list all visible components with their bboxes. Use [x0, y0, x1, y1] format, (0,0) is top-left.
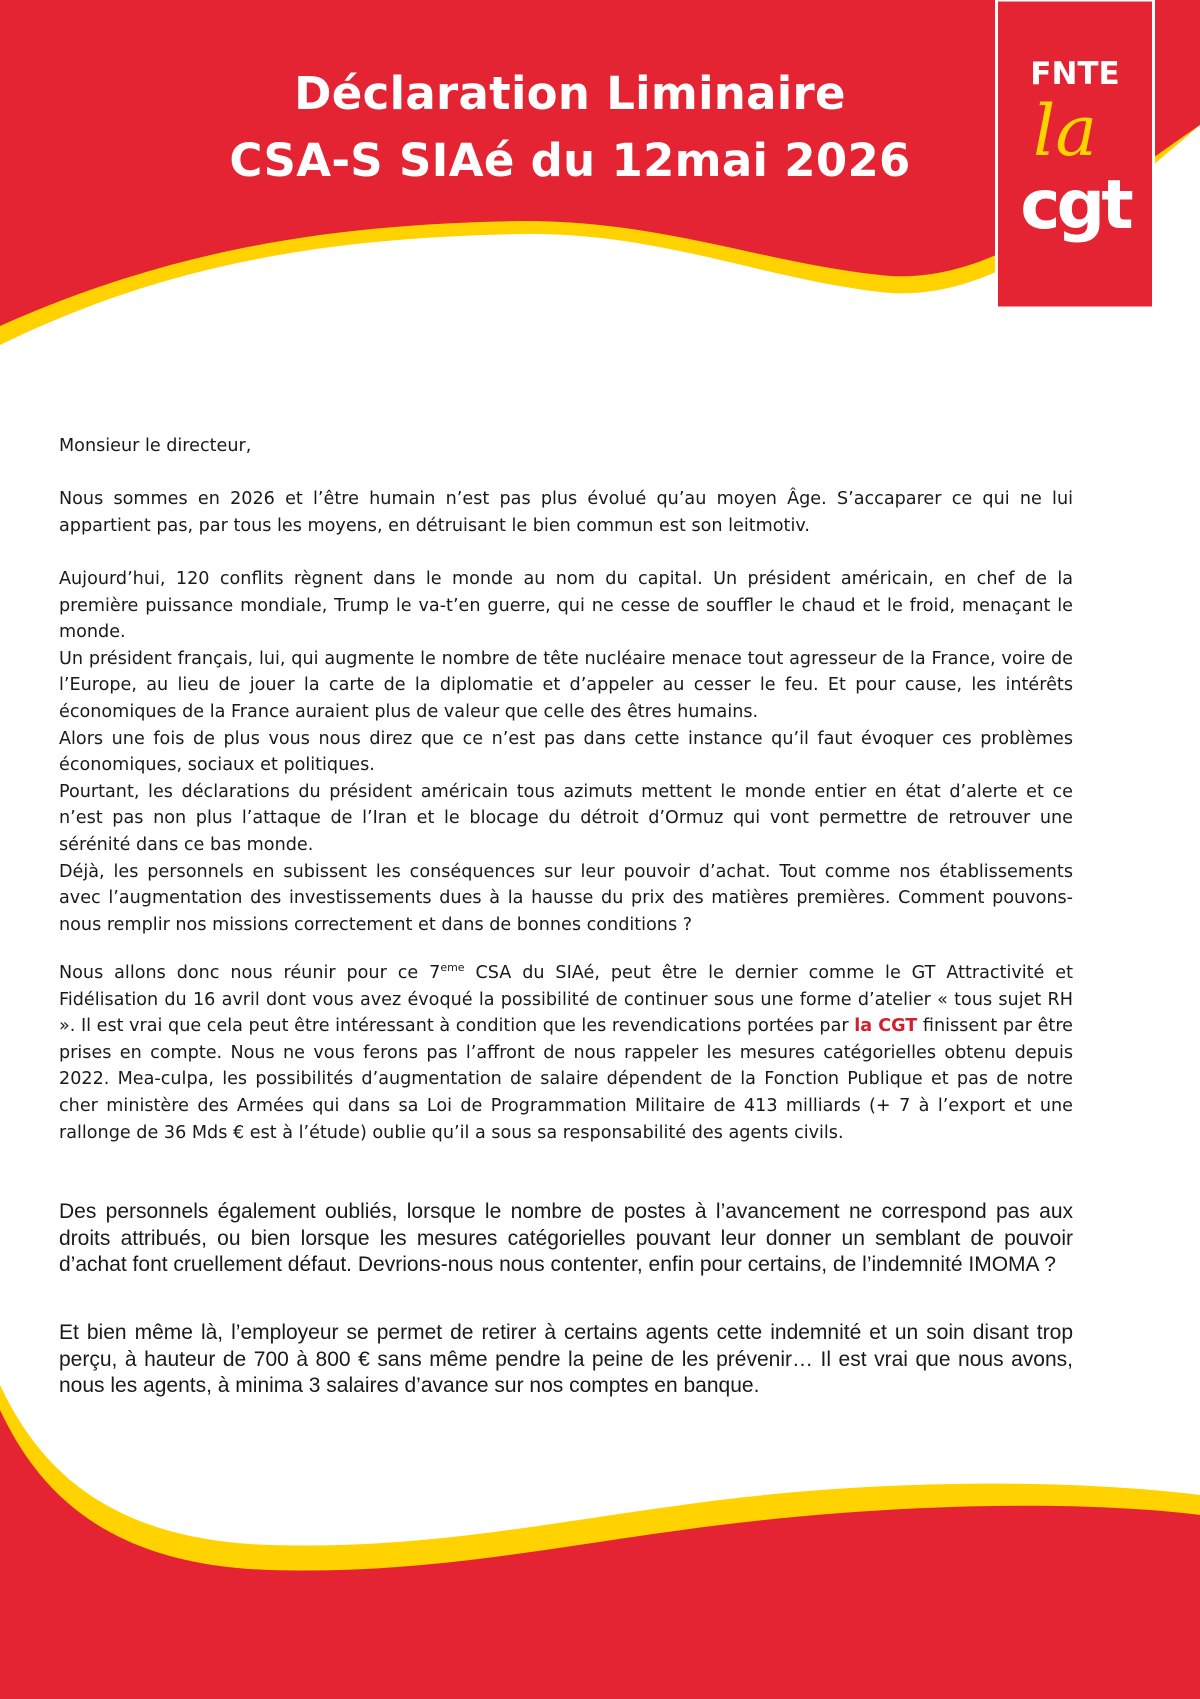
cgt-highlight: la CGT: [854, 1016, 918, 1037]
letter-paragraph-1: Nous sommes en 2026 et l’être humain n’est pas plus évolué qu’au moyen Âge. S’accaparer ce qui ne lui appartient pas, par tous les moyens, en détruisant le bien commun est son leitmotiv.: [59, 489, 1073, 536]
logo-cgt-text: cgt: [1020, 166, 1130, 245]
letter-paragraph-2: Aujourd’hui, 120 conflits règnent dans le monde au nom du capital. Un président américain, en chef de la première puissance mondiale, Trump le va-t’en guerre, qui ne cesse de souffler le chaud et le froid, menaçant le monde.: [59, 569, 1073, 643]
cgt-fnte-logo: [995, 0, 1155, 310]
letter-salutation: Monsieur le directeur,: [59, 436, 252, 456]
letter-paragraph-7: [59, 960, 1073, 1146]
paragraph-7-part-a: Nous allons donc nous réunir pour ce 7: [59, 963, 441, 983]
paragraph-7-part-b: CSA du SIAé, peut être le dernier comme le GT Attractivité et Fidélisation du 16 avril dont vous avez évoqué la possibilité de continuer sous une forme d’atelier « tous sujet RH ». Il est vrai que cela peut être intéressant à condition que les revendications portées par: [59, 963, 1073, 1037]
page-title-line-1: Déclaration Liminaire: [294, 67, 846, 120]
letter-paragraph-8: Des personnels également oubliés, lorsque le nombre de postes à l’avancement ne correspond pas aux droits attribués, ou bien lorsque les mesures catégorielles pouvant leur donner un semblant de pouvoir d’achat font cruellement défaut. Devrions-nous nous contenter, enfin pour certains, de l’indemnité IMOMA ?: [59, 1200, 1073, 1276]
paragraph-7-part-c: finissent par être prises en compte. Nous ne vous ferons pas l’affront de nous rappeler les mesures catégorielles obtenu depuis 2022. Mea-culpa, les possibilités d’augmentation de salaire dépendent de la Fonction Publique et pas de notre cher ministère des Armées qui dans sa Loi de Programmation Militaire de 413 milliards (+ 7 à l’export et une rallonge de 36 Mds € est à l’étude) oublie qu’il a sous sa responsabilité des agents civils.: [59, 1016, 1073, 1143]
page-title-line-2: CSA-S SIAé du 12mai 2026: [229, 134, 911, 187]
letter-paragraph-5: Pourtant, les déclarations du président américain tous azimuts mettent le monde entier en état d’alerte et ce n’est pas non plus l’attaque de l’Iran et le blocage du détroit d’Ormuz qui vont permettre de retrouver une sérénité dans ce bas monde.: [59, 781, 1073, 855]
ordinal-superscript: eme: [440, 961, 465, 975]
letter-paragraph-4: Alors une fois de plus vous nous direz que ce n’est pas dans cette instance qu’il faut évoquer ces problèmes économiques, sociaux et politiques.: [59, 728, 1073, 776]
letter-paragraph-9: Et bien même là, l’employeur se permet de retirer à certains agents cette indemnité et un soin disant trop perçu, à hauteur de 700 à 800 € sans même pendre la peine de les prévenir… Il est vrai que nous avons, nous les agents, à minima 3 salaires d’avance sur nos comptes en banque.: [59, 1321, 1073, 1397]
logo-la-text: la: [1032, 90, 1098, 172]
letter-paragraph-3: Un président français, lui, qui augmente le nombre de tête nucléaire menace tout agresseur de la France, voire de l’Europe, au lieu de jouer la carte de la diplomatie et d’appeler au cesser le feu. Et pour cause, les intérêts économiques de la France auraient plus de valeur que celle des êtres humains.: [59, 648, 1073, 722]
letter-paragraph-6: Déjà, les personnels en subissent les conséquences sur leur pouvoir d’achat. Tout comme nos établissements avec l’augmentation des investissements dues à la hausse du prix des matières premières. Comment pouvons-nous remplir nos missions correctement et dans de bonnes conditions ?: [59, 861, 1073, 935]
logo-fnte-text: FNTE: [1030, 56, 1120, 92]
